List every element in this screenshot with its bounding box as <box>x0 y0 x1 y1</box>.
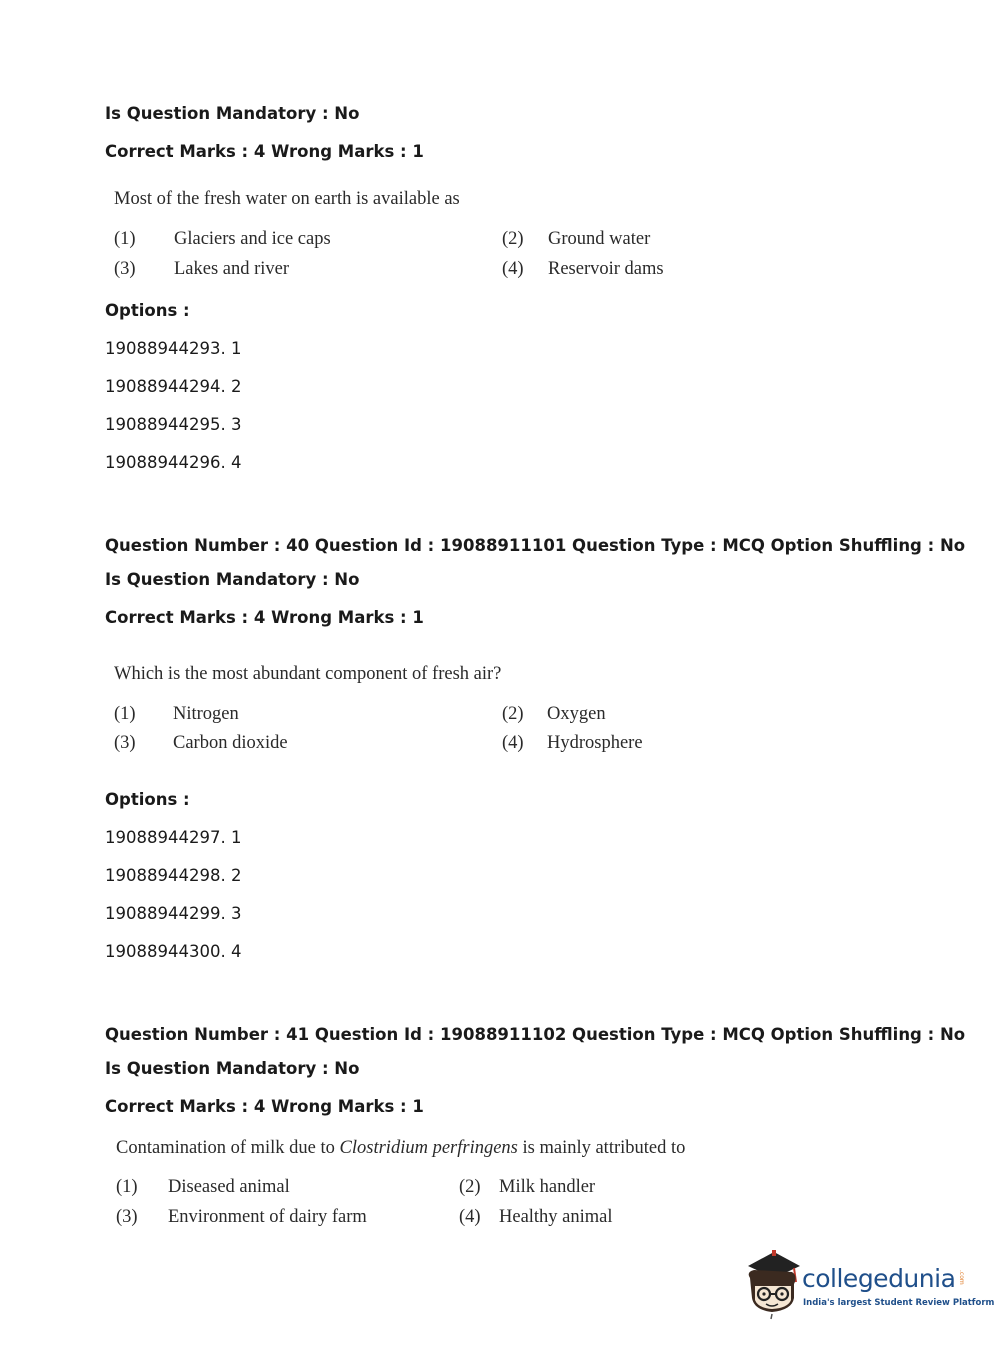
mandatory-line: Is Question Mandatory : No <box>105 1059 360 1078</box>
marks-line: Correct Marks : 4 Wrong Marks : 1 <box>105 608 424 627</box>
choice-number: (4) <box>502 259 524 279</box>
choice-number: (4) <box>502 733 524 753</box>
brand-name: collegedunia <box>802 1264 956 1293</box>
choice-text: Diseased animal <box>168 1177 290 1197</box>
question-text-start: Contamination of milk due to <box>116 1138 340 1158</box>
choice-text: Glaciers and ice caps <box>174 229 331 249</box>
choice-text: Oxygen <box>547 704 606 724</box>
choice-number: (1) <box>114 229 136 249</box>
option-id: 19088944298. 2 <box>105 866 242 885</box>
options-label: Options : <box>105 790 190 809</box>
option-id: 19088944297. 1 <box>105 828 242 847</box>
mandatory-line: Is Question Mandatory : No <box>105 570 360 589</box>
question-header: Question Number : 40 Question Id : 19088911101 Question Type : MCQ Option Shuffling : No <box>105 536 966 555</box>
choice-text: Hydrosphere <box>547 733 643 753</box>
choice-text: Ground water <box>548 229 651 249</box>
choice-number: (3) <box>116 1207 138 1227</box>
option-id: 19088944294. 2 <box>105 377 242 396</box>
mascot-icon <box>742 1248 804 1320</box>
brand-domain: .com <box>958 1270 965 1285</box>
choice-number: (4) <box>459 1207 481 1227</box>
brand-tagline: India's largest Student Review Platform <box>803 1298 995 1308</box>
collegedunia-logo <box>742 1248 995 1320</box>
question-text: Most of the fresh water on earth is available as <box>114 189 460 209</box>
choice-text: Carbon dioxide <box>173 733 288 753</box>
option-id: 19088944296. 4 <box>105 453 242 472</box>
options-label: Options : <box>105 301 190 320</box>
option-id: 19088944299. 3 <box>105 904 242 923</box>
choice-text: Lakes and river <box>174 259 290 279</box>
choice-text: Reservoir dams <box>548 259 664 279</box>
question-text-end: is mainly attributed to <box>517 1138 686 1158</box>
choice-number: (1) <box>116 1177 138 1197</box>
question-text: Which is the most abundant component of fresh air? <box>114 664 502 684</box>
choice-text: Nitrogen <box>173 704 239 724</box>
choice-number: (3) <box>114 733 136 753</box>
marks-line: Correct Marks : 4 Wrong Marks : 1 <box>105 1097 424 1116</box>
choice-text: Milk handler <box>499 1177 596 1197</box>
choice-number: (2) <box>459 1177 481 1197</box>
choice-text: Environment of dairy farm <box>168 1207 367 1227</box>
option-id: 19088944300. 4 <box>105 942 242 961</box>
option-id: 19088944295. 3 <box>105 415 242 434</box>
marks-line: Correct Marks : 4 Wrong Marks : 1 <box>105 142 424 161</box>
choice-number: (3) <box>114 259 136 279</box>
mandatory-line: Is Question Mandatory : No <box>105 104 360 123</box>
question-header: Question Number : 41 Question Id : 19088911102 Question Type : MCQ Option Shuffling : No <box>105 1025 966 1044</box>
choice-number: (2) <box>502 229 524 249</box>
choice-number: (2) <box>502 704 524 724</box>
choice-text: Healthy animal <box>499 1207 613 1227</box>
option-id: 19088944293. 1 <box>105 339 242 358</box>
question-text-organism: Clostridium perfringens <box>339 1138 518 1158</box>
choice-number: (1) <box>114 704 136 724</box>
question-text <box>116 1138 685 1159</box>
